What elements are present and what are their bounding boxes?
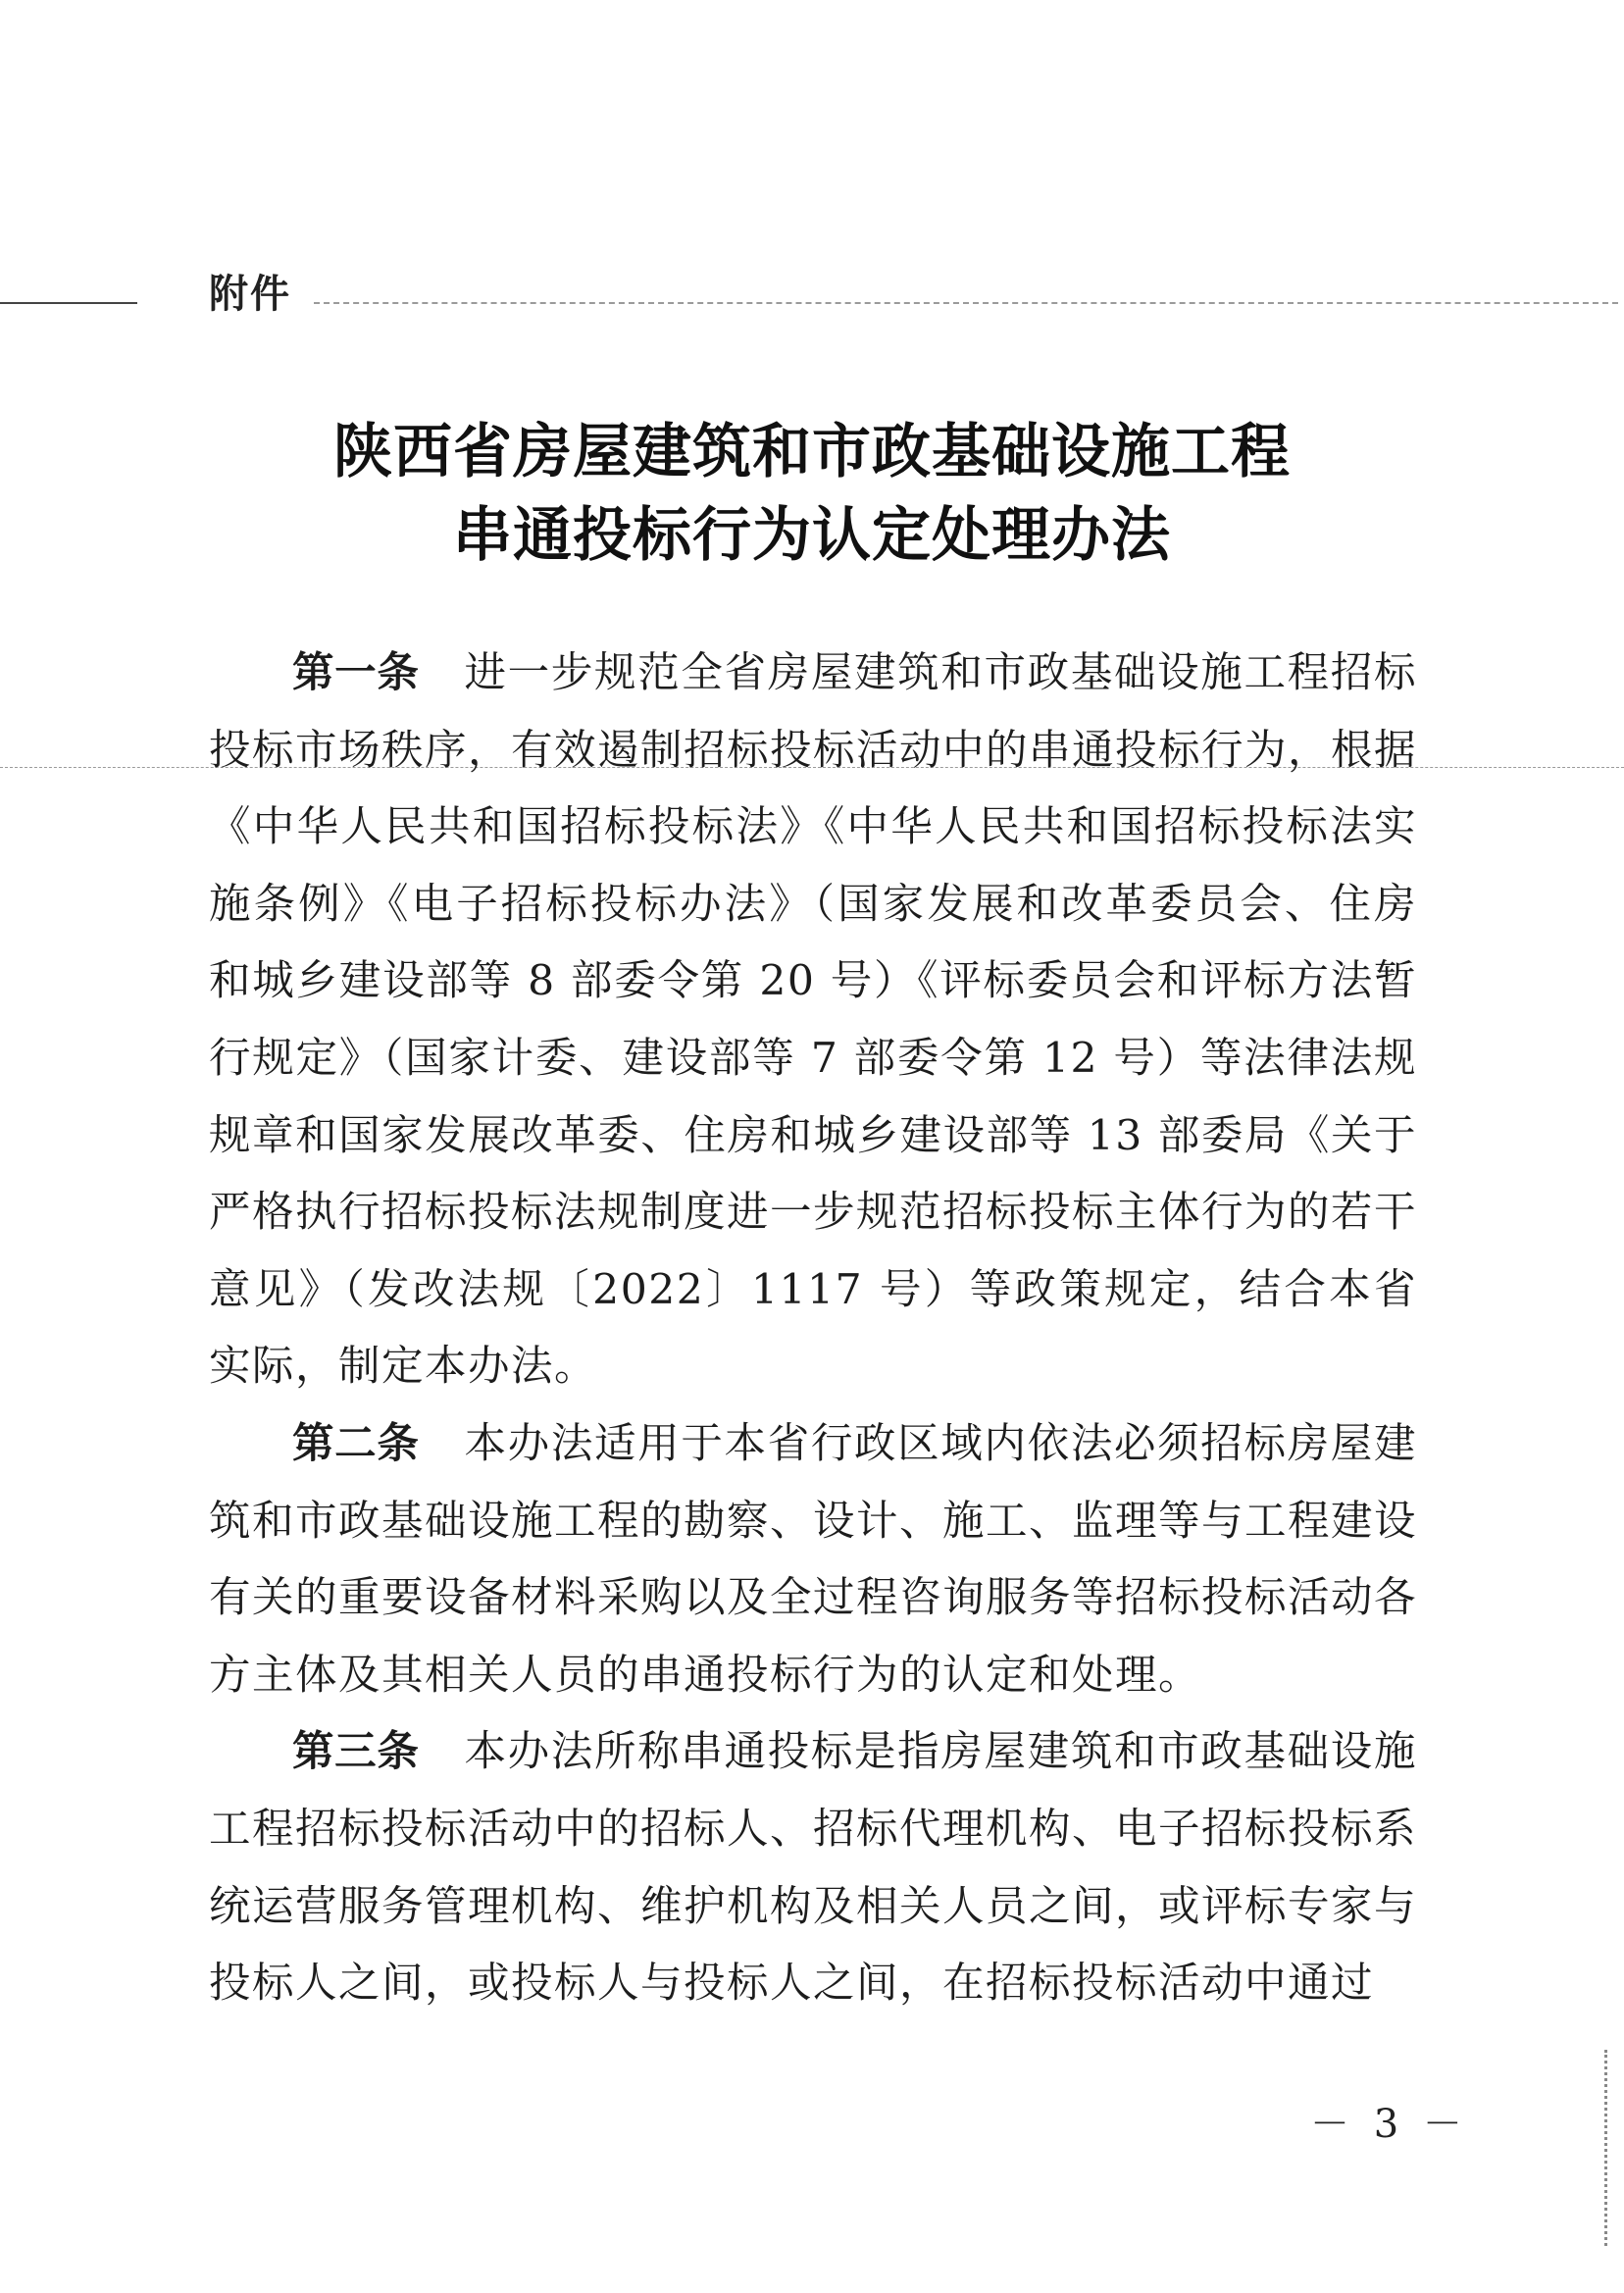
article-text: 本办法所称串通投标是指房屋建筑和市政基础设施工程招标投标活动中的招标人、招标代理机构、电子招标投标系统运营服务管理机构、维护机构及相关人员之间，或评标专家与投标人之间，或投标人与投标人之间，在招标投标活动中通过	[209, 1728, 1418, 2009]
article-text: 本办法适用于本省行政区域内依法必须招标房屋建筑和市政基础设施工程的勘察、设计、施工、监理等与工程建设有关的重要设备材料采购以及全过程咨询服务等招标投标活动各方主体及其相关人员的串通投标行为的认定和处理。	[209, 1419, 1418, 1700]
document-title-line-1: 陕西省房屋建筑和市政基础设施工程	[333, 418, 1291, 486]
article-3	[209, 1714, 1417, 2022]
scan-artifact-line	[314, 302, 1618, 304]
page-number: － 3 －	[1310, 2102, 1468, 2147]
attachment-label: 附件	[209, 272, 291, 317]
scan-artifact-line	[0, 302, 137, 304]
article-2	[209, 1406, 1417, 1714]
article-number: 第一条	[292, 649, 420, 697]
document-body	[209, 636, 1417, 2023]
binding-edge-dots	[1604, 2050, 1607, 2246]
article-number: 第二条	[292, 1419, 420, 1468]
article-number: 第三条	[292, 1728, 420, 1777]
document-title-line-2: 串通投标行为认定处理办法	[453, 501, 1171, 570]
article-text: 进一步规范全省房屋建筑和市政基础设施工程招标投标市场秩序，有效遏制招标投标活动中的串通投标行为，根据《中华人民共和国招标投标法》《中华人民共和国招标投标法实施条例》《电子招标投标办法》（国家发展和改革委员会、住房和城乡建设部等 8 部委令第 20 号）《评标委员会和评标方法暂行规定》（国家计委、建设部等 7 部委令第 12 号）等法律法规规章和国家发展改革委、住房和城乡建设部等 13 部委局《关于严格执行招标投标法规制度进一步规范招标投标主体行为的若干意见》（发改法规〔2022〕1117 号）等政策规定，结合本省实际，制定本办法。	[209, 649, 1418, 1392]
article-1	[209, 636, 1417, 1406]
